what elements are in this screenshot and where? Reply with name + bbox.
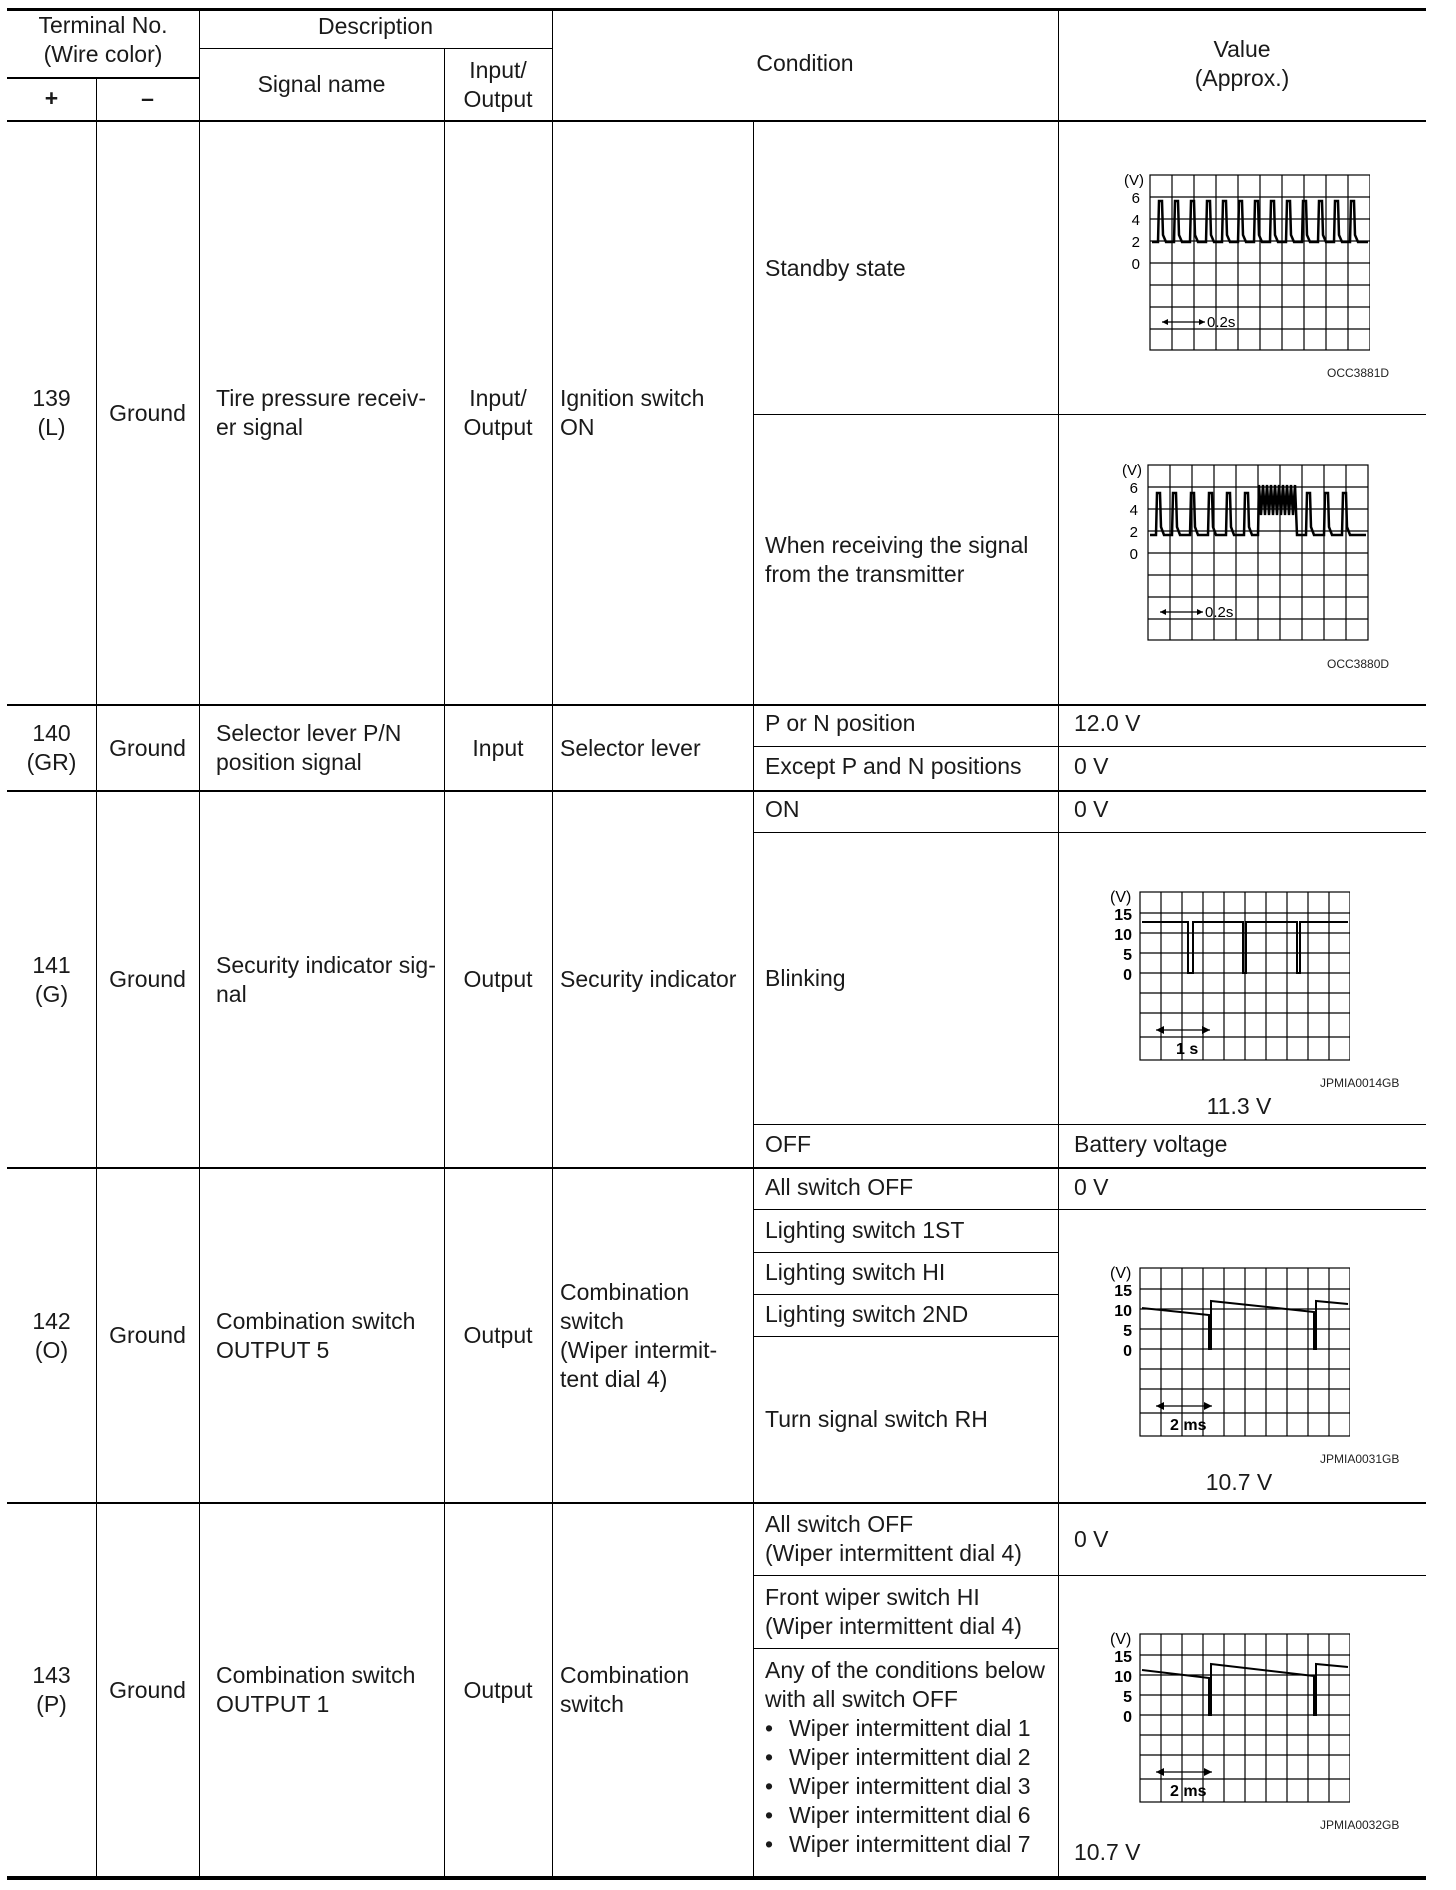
figure-code: OCC3881D [1327, 366, 1390, 380]
bullet-item: • Wiper intermittent dial 3 [765, 1772, 1045, 1801]
terminal-number: 139 (L) [32, 385, 71, 440]
terminal-ground: Ground [109, 1322, 186, 1348]
io-type: Input/ Output [463, 385, 533, 440]
value: 0 V [1074, 1174, 1109, 1200]
terminal-ground: Ground [109, 399, 186, 426]
terminal-ground: Ground [109, 734, 186, 761]
wave-tick: 0 [1123, 1709, 1132, 1726]
signal-name: Combination switch OUTPUT 1 [216, 1662, 416, 1717]
io-type: Output [463, 1322, 533, 1348]
terminal-ground: Ground [109, 1676, 186, 1703]
header-terminal-no: Terminal No. [38, 12, 168, 38]
wave-tick: 15 [1114, 907, 1132, 924]
wave-tick: 2 [1131, 234, 1140, 251]
bullet-item: • Wiper intermittent dial 1 [765, 1714, 1045, 1743]
wave-tick: 0 [1123, 1343, 1132, 1360]
bullet-item: • Wiper intermittent dial 7 [765, 1830, 1045, 1859]
io-type: Output [463, 1676, 533, 1703]
wave-tick: 5 [1123, 947, 1132, 964]
condition: Ignition switch ON [560, 385, 705, 440]
wave-timebase: 2 ms [1170, 1417, 1207, 1434]
waveform-blinking [1100, 882, 1350, 1072]
wave-tick: 15 [1114, 1283, 1132, 1300]
wave-unit: (V) [1110, 889, 1132, 906]
sub-condition: Except P and N positions [765, 753, 1022, 779]
wave-tick: 4 [1129, 502, 1138, 519]
figure-code: JPMIA0031GB [1320, 1452, 1400, 1466]
condition: Combination switch (Wiper intermit- tent dial 4) [560, 1278, 718, 1392]
header-condition: Condition [756, 50, 854, 76]
wave-tick: 15 [1114, 1649, 1132, 1666]
io-type: Output [463, 966, 533, 992]
sub-condition: All switch OFF (Wiper intermittent dial 4) [765, 1511, 1022, 1566]
terminal-number: 141 (G) [32, 951, 71, 1007]
wave-tick: 0 [1131, 256, 1140, 273]
sub-condition: Turn signal switch RH [765, 1406, 988, 1432]
condition: Combination switch [560, 1662, 690, 1717]
wave-unit: (V) [1124, 172, 1144, 189]
terminal-number: 142 (O) [32, 1307, 71, 1363]
sub-condition: Lighting switch 1ST [765, 1217, 965, 1243]
header-description: Description [317, 13, 434, 39]
wave-tick: 10 [1114, 1669, 1132, 1686]
waveform-standby [1110, 165, 1370, 365]
wave-timebase: 1 s [1176, 1041, 1199, 1058]
condition: Selector lever [560, 734, 701, 761]
sub-condition: Standby state [765, 254, 906, 281]
wave-unit: (V) [1110, 1631, 1132, 1648]
wave-tick: 5 [1123, 1323, 1132, 1340]
value: 12.0 V [1074, 710, 1141, 736]
wave-unit: (V) [1122, 462, 1142, 479]
sub-condition: P or N position [765, 710, 916, 736]
sub-condition: Lighting switch 2ND [765, 1301, 969, 1327]
signal-name: Selector lever P/N position signal [216, 720, 402, 775]
header-input-output: Input/ Output [463, 57, 533, 112]
value-reading: 10.7 V [1074, 1839, 1141, 1865]
wave-unit: (V) [1110, 1265, 1132, 1282]
wave-timebase: 0.2s [1205, 604, 1234, 621]
value-reading: 11.3 V [1206, 1093, 1272, 1119]
bullet-item: • Wiper intermittent dial 2 [765, 1743, 1045, 1772]
terminal-number: 140 (GR) [26, 720, 77, 775]
terminal-ground: Ground [109, 966, 186, 992]
sub-condition: Any of the conditions below with all switch OFF • Wiper intermittent dial 1 • Wiper intermittent dial 2 • Wiper intermittent dial 3 • Wiper intermittent dial 6 • Wiper intermittent dial 7 [765, 1656, 1045, 1859]
waveform-receiving [1108, 455, 1370, 655]
wave-tick: 2 [1129, 524, 1138, 541]
wave-timebase: 2 ms [1170, 1783, 1207, 1800]
waveform-output1 [1100, 1624, 1350, 1814]
wave-tick: 10 [1114, 927, 1132, 944]
sub-condition: Blinking [765, 965, 846, 991]
signal-name: Tire pressure receiv- er signal [216, 385, 427, 440]
wave-timebase: 0.2s [1207, 314, 1236, 331]
sub-condition: When receiving the signal from the transmitter [765, 531, 1029, 587]
condition: Security indicator [560, 966, 737, 992]
wave-tick: 10 [1114, 1303, 1132, 1320]
wave-tick: 4 [1131, 212, 1140, 229]
terminal-spec-table [7, 8, 1426, 1880]
value: Battery voltage [1074, 1131, 1228, 1157]
wave-tick: 0 [1123, 967, 1132, 984]
signal-name: Combination switch OUTPUT 5 [216, 1307, 416, 1363]
header-minus: – [141, 85, 154, 111]
value: 0 V [1074, 1526, 1109, 1552]
value: 0 V [1074, 796, 1109, 822]
header-plus: + [44, 85, 59, 111]
sub-condition: Front wiper switch HI (Wiper intermittent dial 4) [765, 1584, 1022, 1639]
wave-tick: 5 [1123, 1689, 1132, 1706]
wave-tick: 6 [1131, 190, 1140, 207]
sub-condition: OFF [765, 1131, 811, 1157]
header-signal-name: Signal name [257, 71, 386, 97]
sub-condition: All switch OFF [765, 1174, 914, 1200]
bullet-item: • Wiper intermittent dial 6 [765, 1801, 1045, 1830]
value-reading: 10.7 V [1205, 1469, 1273, 1495]
terminal-number: 143 (P) [32, 1662, 71, 1717]
header-value: Value (Approx.) [1194, 36, 1290, 91]
figure-code: OCC3880D [1327, 657, 1390, 671]
value: 0 V [1074, 753, 1109, 779]
wave-tick: 0 [1129, 546, 1138, 563]
header-wire-color: (Wire color) [43, 41, 163, 67]
io-type: Input [472, 734, 524, 761]
sub-condition: ON [765, 796, 800, 822]
waveform-output5 [1100, 1258, 1350, 1448]
figure-code: JPMIA0032GB [1320, 1818, 1400, 1832]
wave-tick: 6 [1129, 480, 1138, 497]
signal-name: Security indicator sig- nal [216, 951, 436, 1007]
figure-code: JPMIA0014GB [1320, 1076, 1400, 1090]
sub-condition: Lighting switch HI [765, 1259, 946, 1285]
